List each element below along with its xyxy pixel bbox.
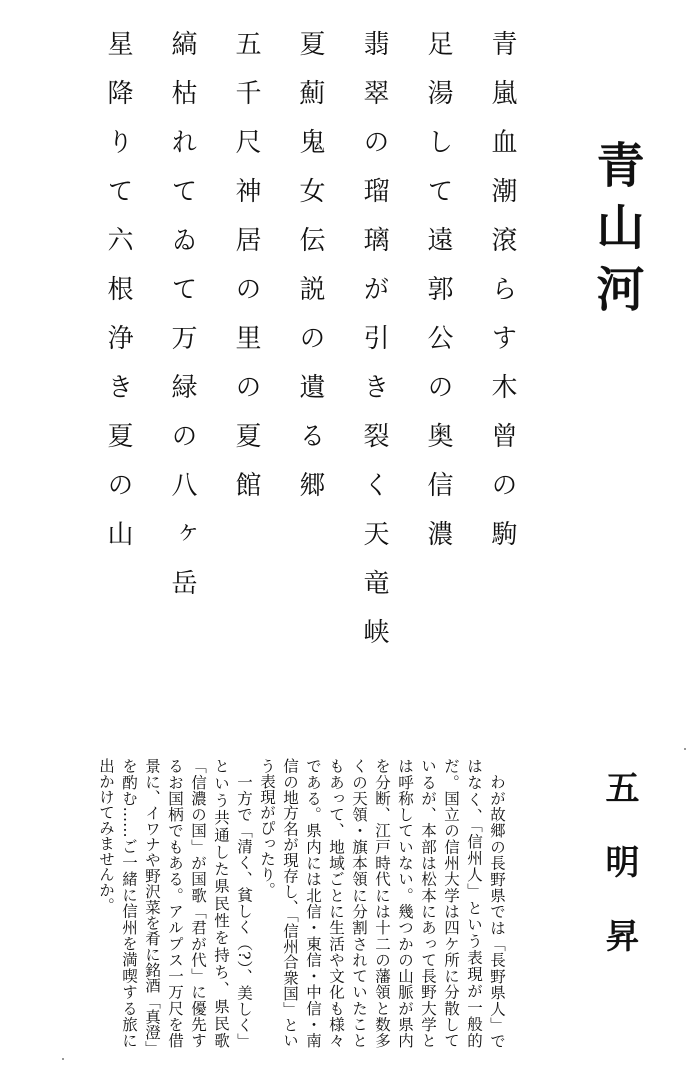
haiku-line: 夏薊鬼女伝説の遺る郷 bbox=[295, 30, 325, 520]
print-speck bbox=[62, 1058, 64, 1060]
author-name: 五明昇 bbox=[599, 770, 639, 992]
essay-text bbox=[68, 758, 508, 1048]
haiku-line: 五千尺神居の里の夏館 bbox=[231, 30, 261, 520]
haiku-line: 星降りて六根浄き夏の山 bbox=[103, 30, 133, 569]
haiku-line: 翡翠の瑠璃が引き裂く天竜峡 bbox=[359, 30, 389, 667]
haiku-line: 縞枯れてゐて万緑の八ヶ岳 bbox=[167, 30, 197, 618]
page-title: 青山河 bbox=[588, 140, 644, 326]
essay-paragraph: わが故郷の長野県では「長野県人」ではなく、「信州人」という表現が一般的だ。国立の信州大学は四ケ所に分散しているが、本部は松本にあって長野大学とは呼称していない。幾つかの山脈が県内を分断、江戸時代には十二の藩領と数多くの天領・旗本領に分割されていたこともあって、地域ごとに生活や文化も様々である。県内には北信・東信・中信・南信の地方名が現存し、「信州合衆国」という表現がぴったり。 bbox=[258, 758, 506, 1048]
haiku-block bbox=[105, 30, 515, 690]
haiku-line: 青嵐血潮滾らす木曾の駒 bbox=[487, 30, 517, 569]
essay-paragraph: 一方で「清く、貧しく（?）、美しく」という共通した県民性を持ち、県民歌「信濃の国」が国歌「君が代」に優先するお国柄でもある。アルプス一万尺を借景に、イワナや野沢菜を肴に銘酒「真澄」を酌む……ご一緒に信州を満喫する旅に出かけてみませんか。 bbox=[97, 758, 253, 1048]
haiku-line: 足湯して遠郭公の奥信濃 bbox=[423, 30, 453, 569]
print-speck bbox=[684, 748, 686, 750]
